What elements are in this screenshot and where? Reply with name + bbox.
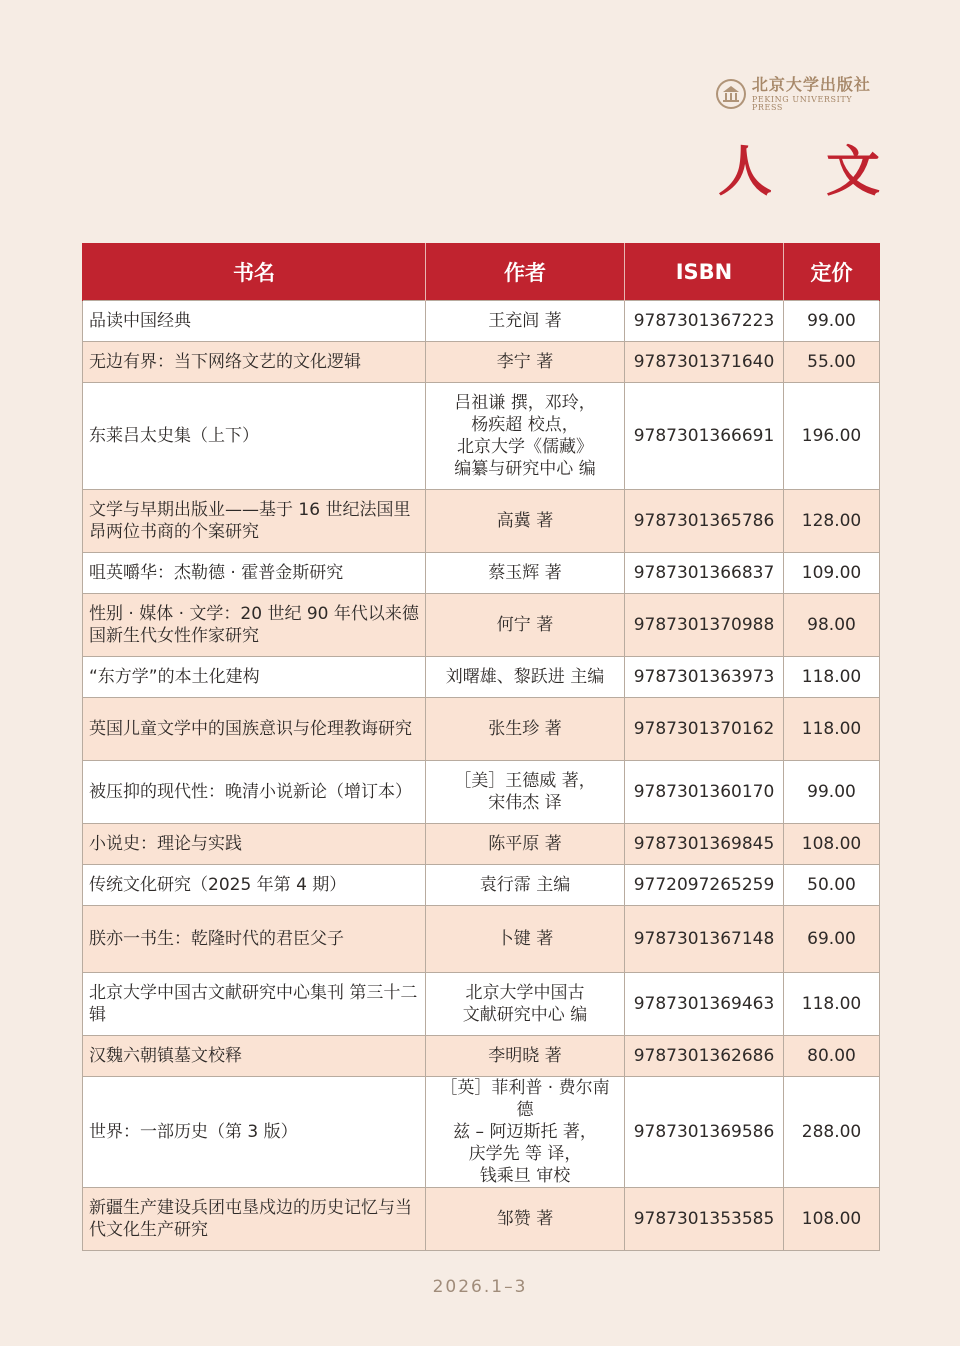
book-price: 69.00 [784, 906, 880, 973]
book-author: 邹赞 著 [426, 1188, 625, 1251]
book-isbn: 9787301367148 [625, 906, 784, 973]
section-title [718, 138, 880, 204]
book-isbn: 9787301366837 [625, 553, 784, 594]
publisher-name-en: PEKING UNIVERSITY PRESS [751, 94, 853, 112]
publisher-name-cn: 北京大学出版社 [751, 74, 871, 94]
book-author: 高冀 著 [426, 490, 625, 553]
table-row [83, 906, 880, 973]
table-row [83, 301, 880, 342]
table-row [83, 553, 880, 594]
publisher-logo [716, 76, 886, 112]
table-row [83, 824, 880, 865]
book-author: 王充闾 著 [426, 301, 625, 342]
book-title: 无边有界：当下网络文艺的文化逻辑 [83, 342, 426, 383]
book-author: 北京大学中国古 文献研究中心 编 [426, 973, 625, 1036]
book-author: 陈平原 著 [426, 824, 625, 865]
section-title-char-2: 文 [826, 139, 880, 203]
book-price: 109.00 [784, 553, 880, 594]
book-price: 288.00 [784, 1077, 880, 1188]
book-title: 品读中国经典 [83, 301, 426, 342]
book-isbn: 9787301362686 [625, 1036, 784, 1077]
book-isbn: 9772097265259 [625, 865, 784, 906]
book-isbn: 9787301367223 [625, 301, 784, 342]
book-price: 196.00 [784, 383, 880, 490]
book-isbn: 9787301363973 [625, 657, 784, 698]
book-price: 80.00 [784, 1036, 880, 1077]
book-price: 118.00 [784, 698, 880, 761]
book-author: 李明晓 著 [426, 1036, 625, 1077]
book-price: 128.00 [784, 490, 880, 553]
book-isbn: 9787301360170 [625, 761, 784, 824]
book-title: 性别 · 媒体 · 文学：20 世纪 90 年代以来德国新生代女性作家研究 [83, 594, 426, 657]
table-header-row [83, 243, 880, 301]
book-title: 文学与早期出版业——基于 16 世纪法国里昂两位书商的个案研究 [83, 490, 426, 553]
book-title: 传统文化研究（2025 年第 4 期） [83, 865, 426, 906]
book-title: 新疆生产建设兵团屯垦戍边的历史记忆与当代文化生产研究 [83, 1188, 426, 1251]
book-title: 世界：一部历史（第 3 版） [83, 1077, 426, 1188]
publisher-emblem-icon [716, 79, 746, 109]
table-row [83, 973, 880, 1036]
book-author: 吕祖谦 撰，邓玲， 杨疾超 校点， 北京大学《儒藏》 编纂与研究中心 编 [426, 383, 625, 490]
header-price: 定价 [784, 243, 880, 301]
book-author: 袁行霈 主编 [426, 865, 625, 906]
book-price: 99.00 [784, 301, 880, 342]
book-title: 汉魏六朝镇墓文校释 [83, 1036, 426, 1077]
book-isbn: 9787301365786 [625, 490, 784, 553]
book-author: ［英］菲利普 · 费尔南德 兹 – 阿迈斯托 著， 庆学先 等 译， 钱乘旦 审校 [426, 1077, 625, 1188]
table-row [83, 342, 880, 383]
book-price: 98.00 [784, 594, 880, 657]
table-row [83, 865, 880, 906]
table-row [83, 698, 880, 761]
table-row [83, 657, 880, 698]
book-isbn: 9787301370162 [625, 698, 784, 761]
book-price: 118.00 [784, 657, 880, 698]
header-isbn: ISBN [625, 243, 784, 301]
book-isbn: 9787301366691 [625, 383, 784, 490]
book-author: 卜键 著 [426, 906, 625, 973]
book-author: 蔡玉辉 著 [426, 553, 625, 594]
book-author: 何宁 著 [426, 594, 625, 657]
book-title: 被压抑的现代性：晚清小说新论（增订本） [83, 761, 426, 824]
book-title: 朕亦一书生：乾隆时代的君臣父子 [83, 906, 426, 973]
book-isbn: 9787301369586 [625, 1077, 784, 1188]
book-price: 55.00 [784, 342, 880, 383]
book-title: 咀英嚼华：杰勒德 · 霍普金斯研究 [83, 553, 426, 594]
book-isbn: 9787301369845 [625, 824, 784, 865]
book-isbn: 9787301370988 [625, 594, 784, 657]
book-isbn: 9787301369463 [625, 973, 784, 1036]
book-price: 118.00 [784, 973, 880, 1036]
book-price: 108.00 [784, 1188, 880, 1251]
book-title: 小说史：理论与实践 [83, 824, 426, 865]
book-price: 108.00 [784, 824, 880, 865]
book-author: 李宁 著 [426, 342, 625, 383]
book-author: 刘曙雄、黎跃进 主编 [426, 657, 625, 698]
book-isbn: 9787301353585 [625, 1188, 784, 1251]
book-list-table [82, 243, 880, 1251]
book-title: 英国儿童文学中的国族意识与伦理教诲研究 [83, 698, 426, 761]
book-title: “东方学”的本土化建构 [83, 657, 426, 698]
book-price: 50.00 [784, 865, 880, 906]
table-row [83, 1188, 880, 1251]
book-author: ［美］王德威 著， 宋伟杰 译 [426, 761, 625, 824]
book-price: 99.00 [784, 761, 880, 824]
issue-date: 2026.1–3 [432, 1277, 528, 1297]
section-title-char-1: 人 [718, 139, 772, 203]
book-author: 张生珍 著 [426, 698, 625, 761]
table-row [83, 490, 880, 553]
table-row [83, 1077, 880, 1188]
book-title: 东莱吕太史集（上下） [83, 383, 426, 490]
table-row [83, 1036, 880, 1077]
book-title: 北京大学中国古文献研究中心集刊 第三十二辑 [83, 973, 426, 1036]
table-row [83, 383, 880, 490]
header-title: 书名 [83, 243, 426, 301]
table-row [83, 761, 880, 824]
book-isbn: 9787301371640 [625, 342, 784, 383]
header-author: 作者 [426, 243, 625, 301]
table-row [83, 594, 880, 657]
